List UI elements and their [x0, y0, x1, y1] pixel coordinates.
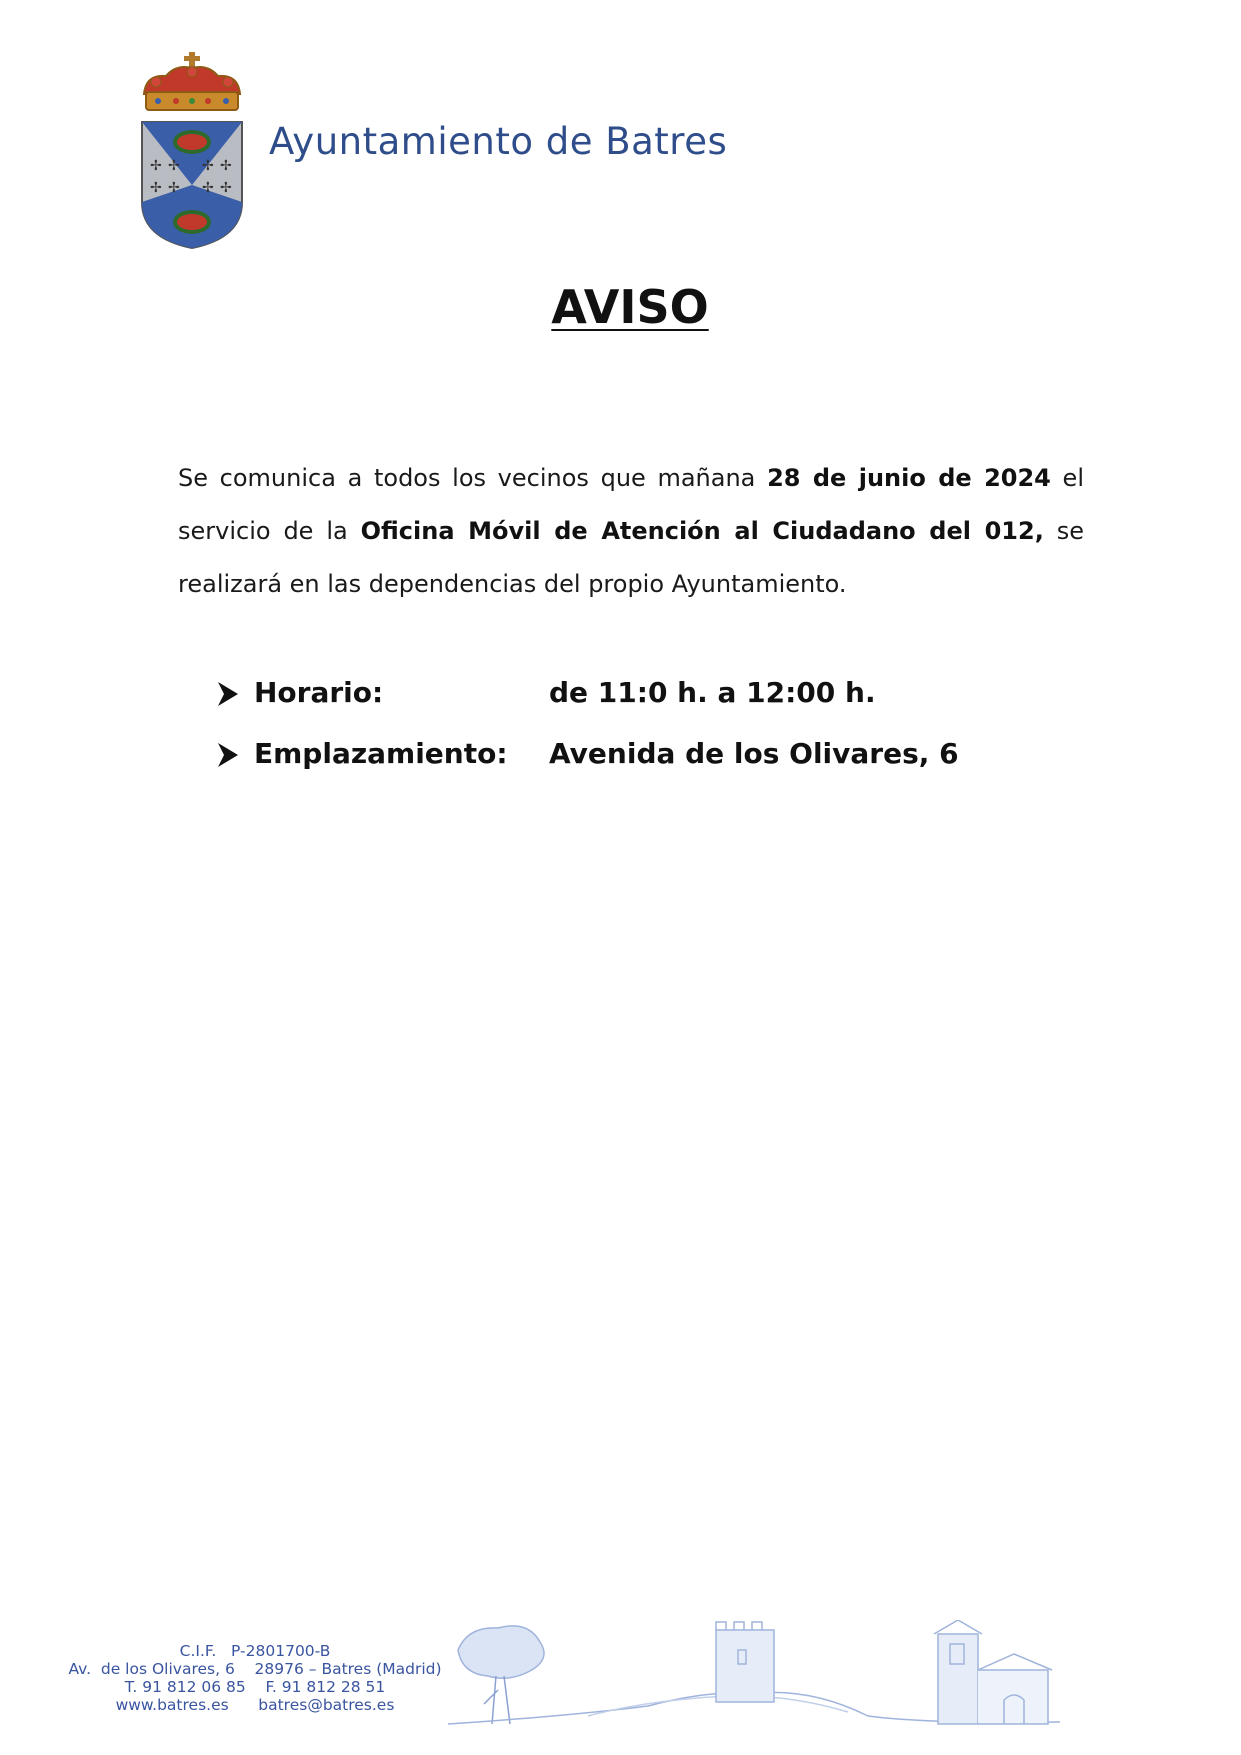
arrowhead-bullet-icon: [216, 741, 240, 769]
coat-of-arms-logo: [136, 52, 248, 252]
notice-title: AVISO: [551, 280, 709, 334]
detail-row-schedule: [216, 676, 1116, 716]
notice-date: 28 de junio de 2024: [767, 464, 1051, 492]
svg-text:✢: ✢: [150, 180, 162, 196]
arrowhead-bullet-icon: [216, 680, 240, 708]
paragraph-part1: Se comunica a todos los vecinos que mañana: [178, 464, 768, 492]
svg-text:✢: ✢: [150, 158, 162, 174]
footer-address: Av. de los Olivares, 6 28976 – Batres (Madrid): [68, 1660, 442, 1678]
svg-text:✢: ✢: [168, 180, 180, 196]
svg-text:✢: ✢: [168, 158, 180, 174]
detail-row-location: [216, 737, 1116, 777]
footer-cif: C.I.F. P-2801700-B: [179, 1642, 331, 1660]
location-label: Emplazamiento:: [254, 737, 508, 770]
organization-name: Ayuntamiento de Batres: [269, 120, 728, 163]
svg-text:✢: ✢: [220, 158, 232, 174]
svg-text:✢: ✢: [202, 180, 214, 196]
notice-paragraph: [178, 452, 1084, 611]
paragraph-part3: se realizará en las dependencias del propio Ayuntamiento.: [178, 517, 1084, 598]
footer-web-email: www.batres.es batres@batres.es: [115, 1696, 395, 1714]
svg-text:✢: ✢: [220, 180, 232, 196]
svg-text:✢: ✢: [202, 158, 214, 174]
schedule-value: de 11:0 h. a 12:00 h.: [549, 676, 876, 709]
service-name: Oficina Móvil de Atención al Ciudadano del 012,: [360, 517, 1044, 545]
schedule-label: Horario:: [254, 676, 384, 709]
footer-contact: [60, 1642, 450, 1714]
location-value: Avenida de los Olivares, 6: [549, 737, 959, 770]
footer-phones: T. 91 812 06 85 F. 91 812 28 51: [124, 1678, 386, 1696]
town-sketch-illustration: [448, 1620, 1060, 1728]
paragraph-part2: el servicio de la: [178, 464, 1084, 545]
